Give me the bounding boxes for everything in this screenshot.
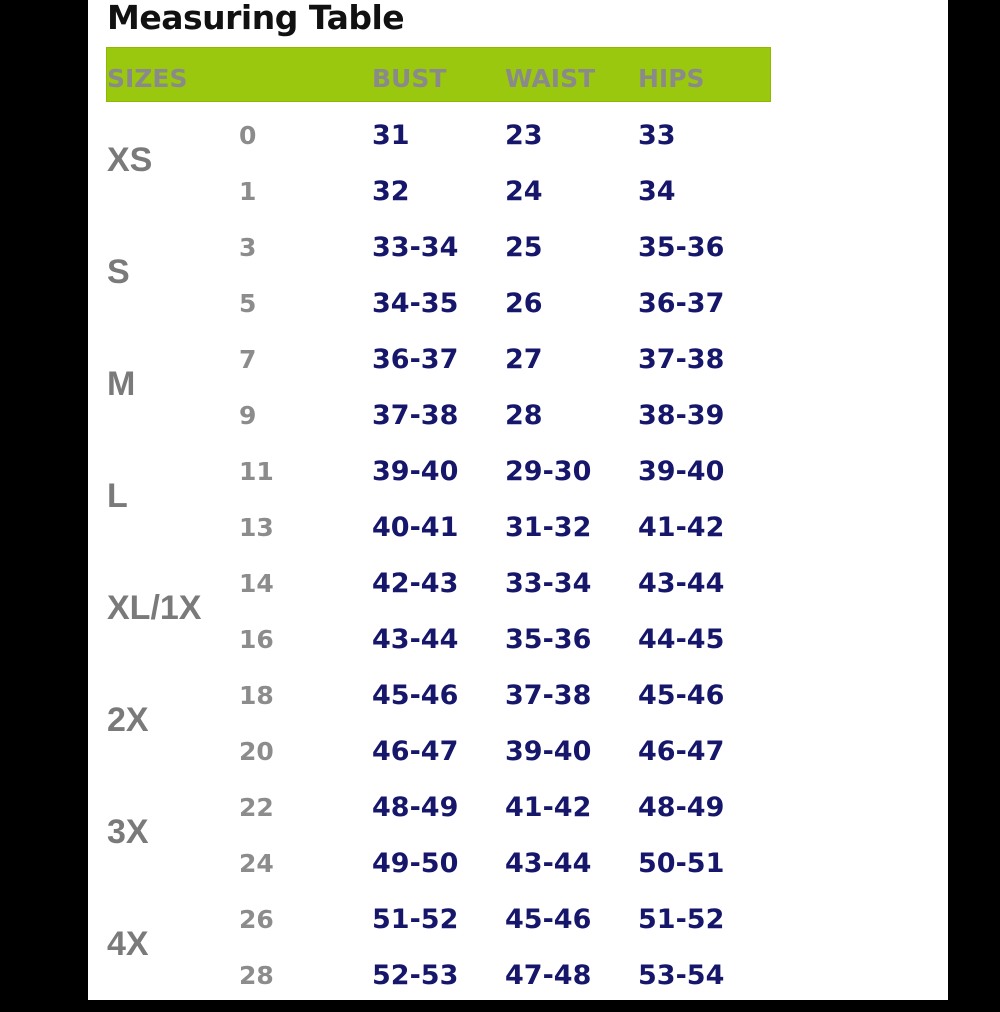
waist-cell: 23	[505, 120, 543, 151]
size-label: M	[107, 365, 136, 403]
table-row	[88, 956, 948, 1012]
bust-cell: 46-47	[372, 736, 459, 767]
numeric-size-cell: 0	[239, 121, 257, 150]
numeric-size-cell: 3	[239, 233, 257, 262]
waist-cell: 26	[505, 288, 543, 319]
hips-cell: 38-39	[638, 400, 725, 431]
bust-cell: 51-52	[372, 904, 459, 935]
table-row	[88, 676, 948, 732]
waist-cell: 43-44	[505, 848, 592, 879]
table-row	[88, 284, 948, 340]
size-label: 3X	[107, 813, 149, 851]
numeric-size-cell: 11	[239, 457, 274, 486]
hips-cell: 39-40	[638, 456, 725, 487]
hips-cell: 43-44	[638, 568, 725, 599]
hips-cell: 44-45	[638, 624, 725, 655]
hips-cell: 41-42	[638, 512, 725, 543]
hips-cell: 50-51	[638, 848, 725, 879]
hips-cell: 37-38	[638, 344, 725, 375]
table-row	[88, 900, 948, 956]
waist-cell: 29-30	[505, 456, 592, 487]
hips-cell: 53-54	[638, 960, 725, 991]
waist-cell: 27	[505, 344, 543, 375]
table-row	[88, 620, 948, 676]
waist-cell: 41-42	[505, 792, 592, 823]
table-row	[88, 396, 948, 452]
size-label: XS	[107, 141, 153, 179]
bust-cell: 36-37	[372, 344, 459, 375]
numeric-size-cell: 28	[239, 961, 274, 990]
hips-cell: 34	[638, 176, 676, 207]
hips-cell: 45-46	[638, 680, 725, 711]
numeric-size-cell: 26	[239, 905, 274, 934]
numeric-size-cell: 22	[239, 793, 274, 822]
bust-cell: 39-40	[372, 456, 459, 487]
bust-cell: 42-43	[372, 568, 459, 599]
table-row	[88, 844, 948, 900]
hips-cell: 36-37	[638, 288, 725, 319]
hips-cell: 35-36	[638, 232, 725, 263]
waist-cell: 33-34	[505, 568, 592, 599]
table-row	[88, 228, 948, 284]
page-title: Measuring Table	[107, 0, 405, 37]
numeric-size-cell: 14	[239, 569, 274, 598]
waist-cell: 25	[505, 232, 543, 263]
bust-cell: 43-44	[372, 624, 459, 655]
bust-cell: 49-50	[372, 848, 459, 879]
table-row	[88, 564, 948, 620]
hips-cell: 46-47	[638, 736, 725, 767]
size-label: XL/1X	[107, 589, 202, 627]
bust-cell: 52-53	[372, 960, 459, 991]
table-row	[88, 116, 948, 172]
numeric-size-cell: 18	[239, 681, 274, 710]
header-waist: WAIST	[505, 64, 596, 93]
numeric-size-cell: 13	[239, 513, 274, 542]
table-row	[88, 788, 948, 844]
waist-cell: 39-40	[505, 736, 592, 767]
waist-cell: 45-46	[505, 904, 592, 935]
waist-cell: 47-48	[505, 960, 592, 991]
bust-cell: 48-49	[372, 792, 459, 823]
bust-cell: 33-34	[372, 232, 459, 263]
numeric-size-cell: 5	[239, 289, 257, 318]
hips-cell: 51-52	[638, 904, 725, 935]
bust-cell: 45-46	[372, 680, 459, 711]
numeric-size-cell: 1	[239, 177, 257, 206]
waist-cell: 31-32	[505, 512, 592, 543]
numeric-size-cell: 7	[239, 345, 257, 374]
size-label: 4X	[107, 925, 149, 963]
header-bust: BUST	[372, 64, 447, 93]
bust-cell: 37-38	[372, 400, 459, 431]
size-label: 2X	[107, 701, 149, 739]
numeric-size-cell: 20	[239, 737, 274, 766]
bust-cell: 34-35	[372, 288, 459, 319]
waist-cell: 35-36	[505, 624, 592, 655]
waist-cell: 28	[505, 400, 543, 431]
measuring-table-page	[88, 0, 948, 1000]
table-row	[88, 172, 948, 228]
numeric-size-cell: 9	[239, 401, 257, 430]
table-row	[88, 508, 948, 564]
hips-cell: 33	[638, 120, 676, 151]
numeric-size-cell: 16	[239, 625, 274, 654]
table-row	[88, 340, 948, 396]
bust-cell: 32	[372, 176, 410, 207]
bust-cell: 31	[372, 120, 410, 151]
hips-cell: 48-49	[638, 792, 725, 823]
waist-cell: 37-38	[505, 680, 592, 711]
waist-cell: 24	[505, 176, 543, 207]
size-label: S	[107, 253, 130, 291]
table-row	[88, 732, 948, 788]
numeric-size-cell: 24	[239, 849, 274, 878]
header-hips: HIPS	[638, 64, 705, 93]
table-row	[88, 452, 948, 508]
header-sizes: SIZES	[107, 64, 188, 93]
bust-cell: 40-41	[372, 512, 459, 543]
size-label: L	[107, 477, 128, 515]
